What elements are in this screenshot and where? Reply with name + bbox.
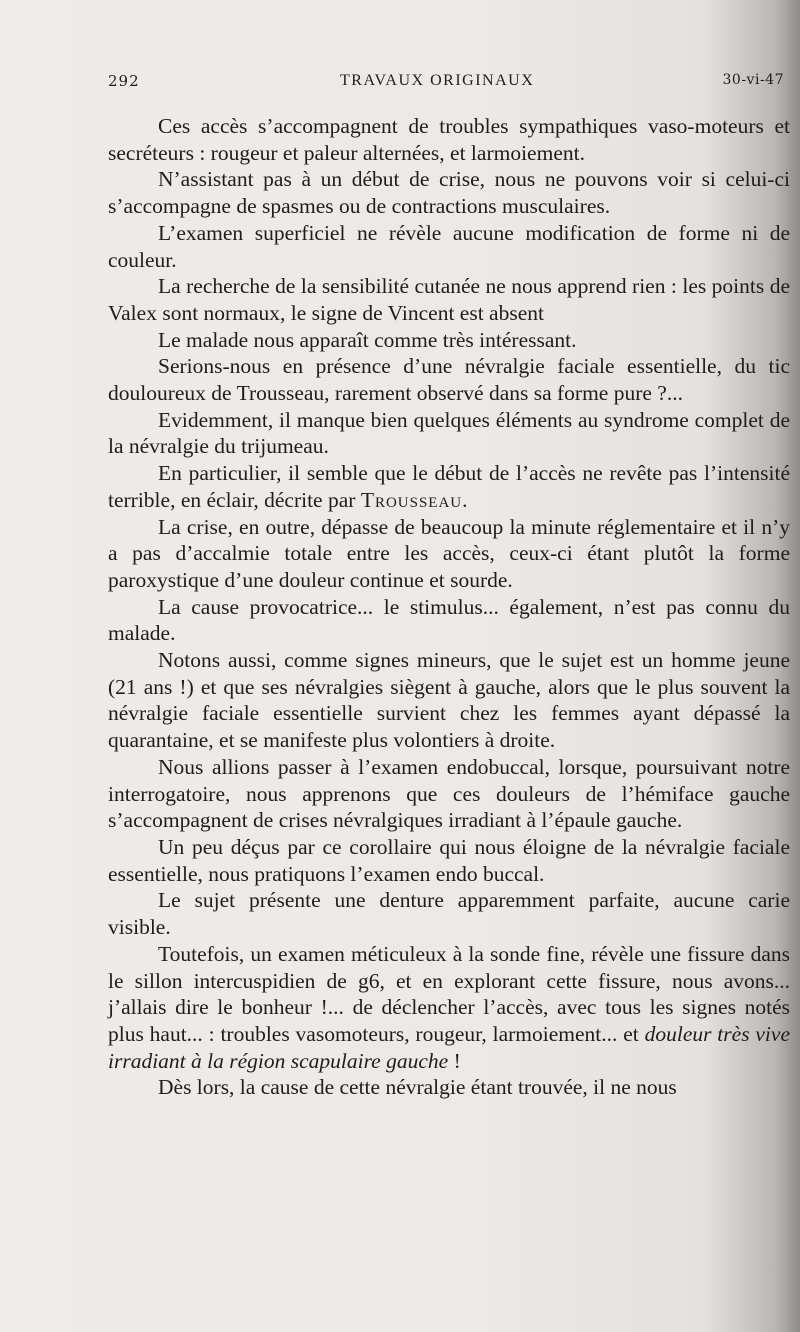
- running-header: [108, 72, 784, 96]
- paragraph: La recherche de la sensibilité cutanée ne nous apprend rien : les points de Valex sont normaux, le signe de Vincent est absent: [108, 274, 790, 325]
- paragraph: Dès lors, la cause de cette névralgie étant trouvée, il ne nous: [158, 1075, 677, 1100]
- paragraph-text: Toutefois, un examen méticuleux à la sonde fine, révèle une fissure dans le sillon intercuspidien de g6, et en explorant cette fissure, nous avons... j’allais dire le bonheur !... de déclencher l’accès, avec tous les signes notés plus haut... : troubles vasomoteurs, rougeur, larmoiement... et: [108, 941, 790, 1046]
- paragraph: N’assistant pas à un début de crise, nous ne pouvons voir si celui-ci s’accompagne de spasmes ou de contractions musculaires.: [108, 167, 790, 219]
- issue-date: 30-vi-47: [722, 72, 784, 88]
- paragraph: L’examen superficiel ne révèle aucune modification de forme ni de couleur.: [108, 220, 790, 272]
- paragraph: La cause provocatrice... le stimulus... également, n’est pas connu du malade.: [108, 594, 790, 646]
- paragraph: Serions-nous en présence d’une névralgie faciale essentielle, du tic douloureux de Trousseau, rarement observé dans sa forme pure ?...: [108, 354, 790, 406]
- page-number: 292: [108, 72, 140, 90]
- paragraph: Notons aussi, comme signes mineurs, que le sujet est un homme jeune (21 ans !) et que ses névralgies siègent à gauche, alors que le plus souvent la névralgie faciale essentielle survient chez les femmes ayant dépassé la quarantaine, et se manifeste plus volontiers à droite.: [108, 648, 790, 753]
- author-name-smallcaps: Trousseau: [360, 487, 463, 512]
- paragraph: Un peu déçus par ce corollaire qui nous éloigne de la névralgie faciale essentielle, nous pratiquons l’examen endo buccal.: [108, 834, 790, 886]
- paragraph-text: En particulier, il semble que le début de l’accès ne revête pas l’intensité terrible, en éclair, décrite par: [108, 461, 790, 512]
- paragraph-text: !: [448, 1048, 461, 1073]
- paragraph: Le malade nous apparaît comme très intéressant.: [158, 327, 577, 352]
- paragraph: Nous allions passer à l’examen endobuccal, lorsque, poursuivant notre interrogatoire, nous apprenons que ces douleurs de l’hémiface gauche s’accompagnent de crises névralgiques irradiant à l’épaule gauche.: [108, 754, 790, 833]
- paragraph: La crise, en outre, dépasse de beaucoup la minute réglementaire et il n’y a pas d’accalmie totale entre les accès, ceux-ci étant plutôt la forme paroxystique d’une douleur continue et sourde.: [108, 514, 790, 592]
- paragraph: [108, 941, 790, 1075]
- paragraph: Le sujet présente une denture apparemment parfaite, aucune carie visible.: [108, 888, 790, 940]
- paragraph-text: .: [462, 487, 468, 512]
- article-body: [108, 113, 790, 1101]
- italic-phrase: douleur très vive irradiant à la région scapulaire gauche: [108, 1021, 790, 1073]
- paragraph: Ces accès s’accompagnent de troubles sympathiques vaso-moteurs et secréteurs : rougeur et paleur alternées, et larmoiement.: [108, 114, 790, 165]
- running-title: TRAVAUX ORIGINAUX: [340, 72, 535, 89]
- paragraph: [108, 460, 790, 513]
- paragraph: Evidemment, il manque bien quelques éléments au syndrome complet de la névralgie du trijumeau.: [108, 407, 790, 459]
